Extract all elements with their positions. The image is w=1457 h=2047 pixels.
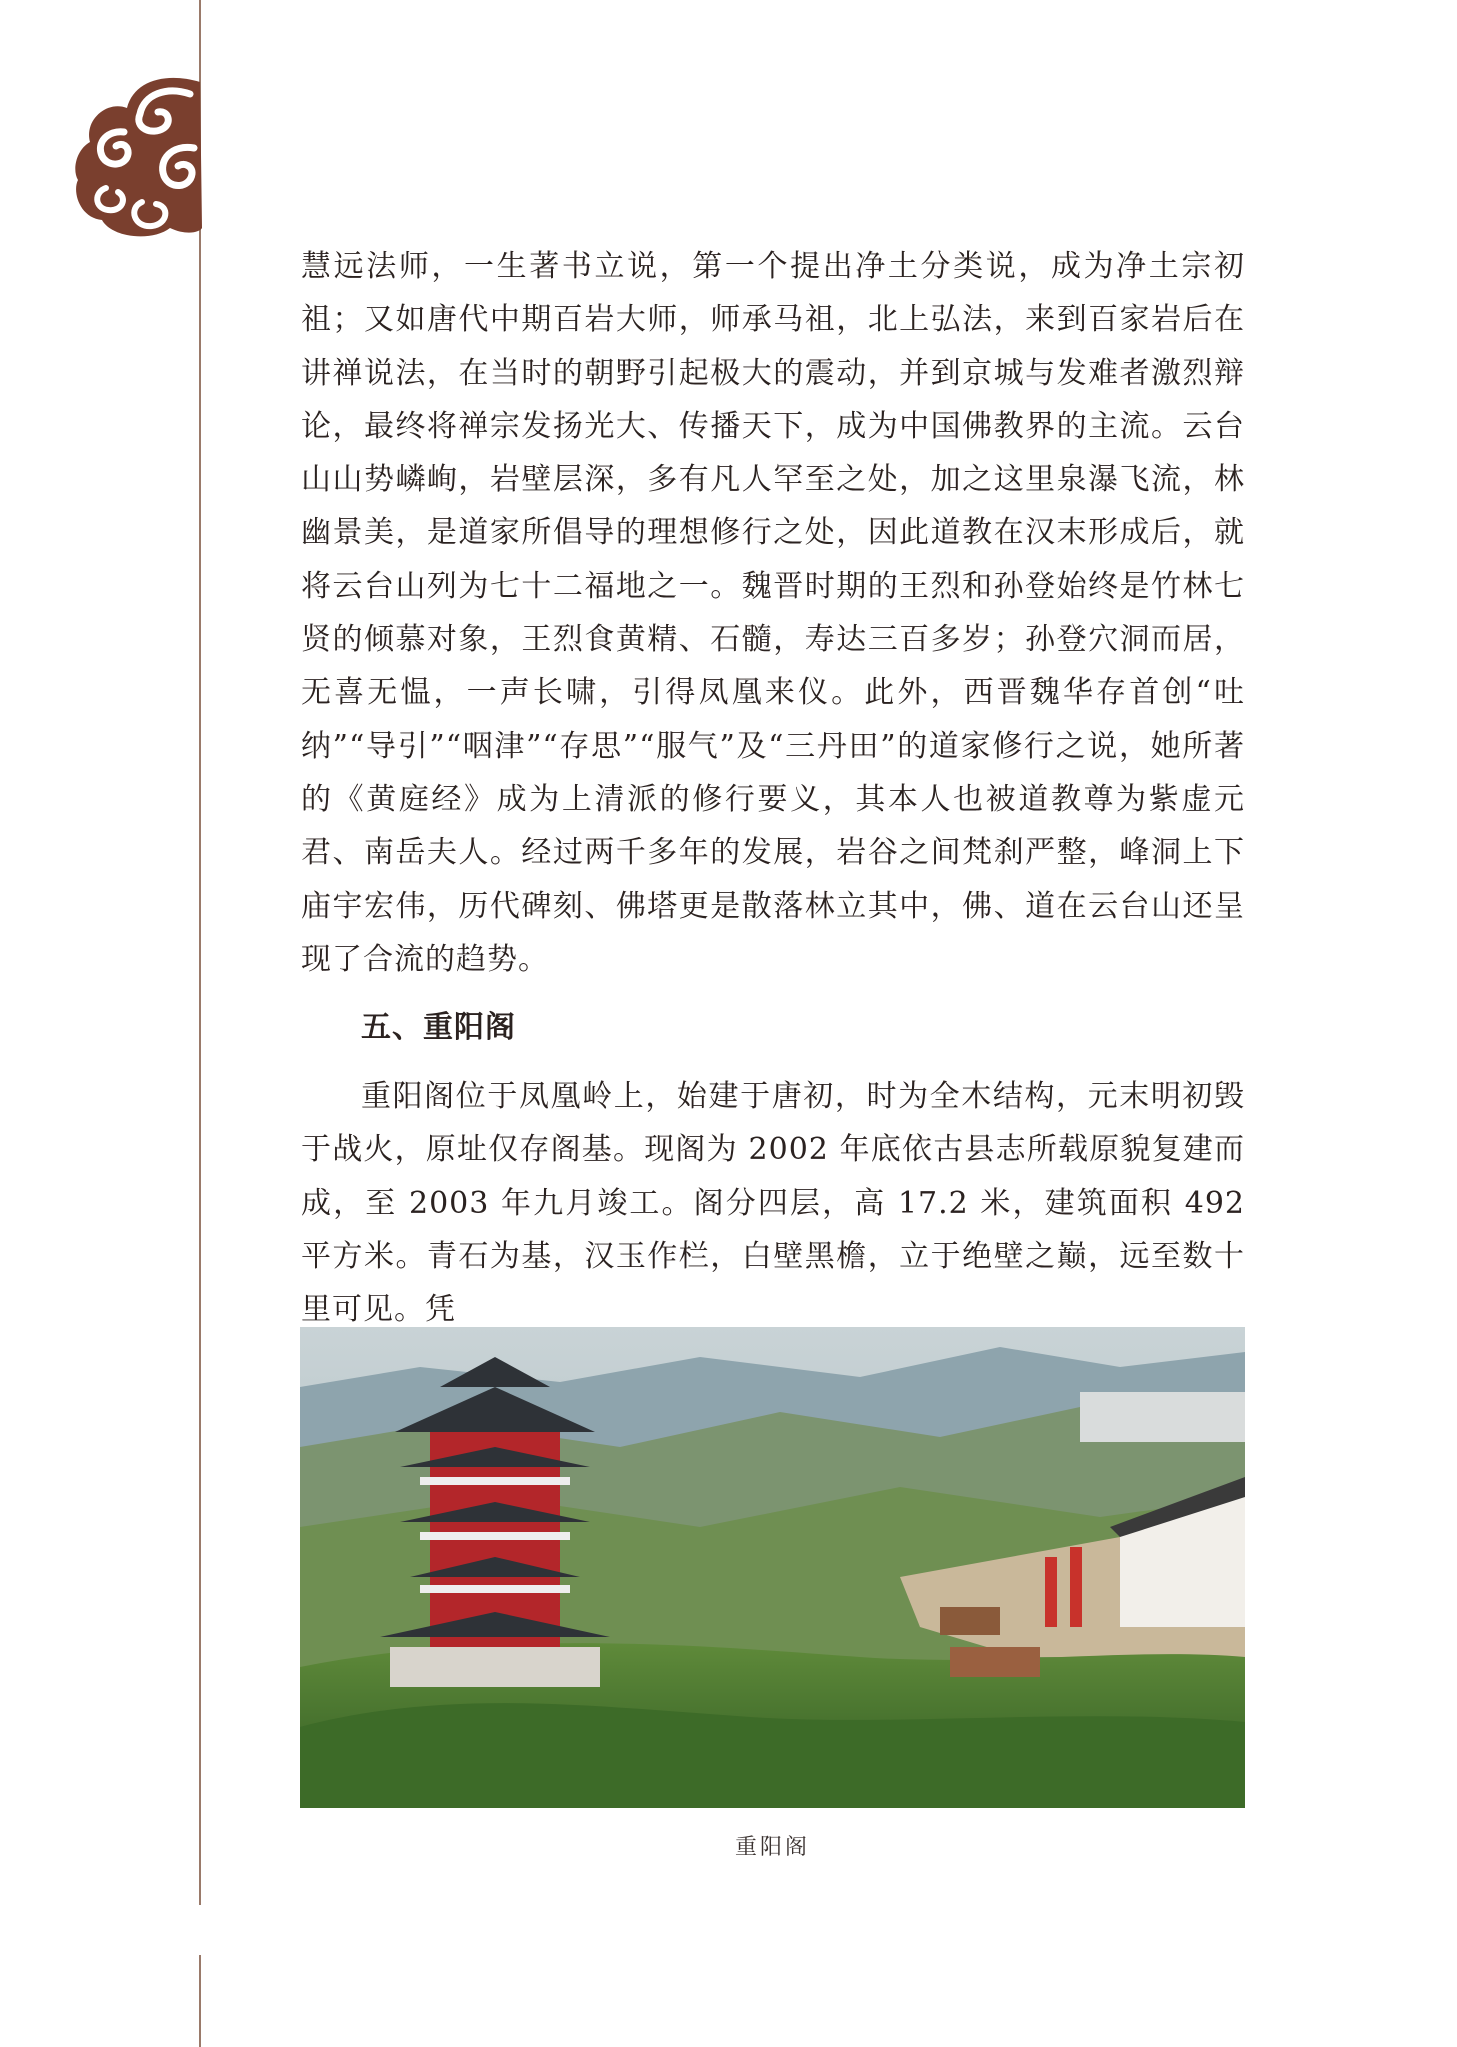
margin-rule-gap [196,1905,204,1955]
paragraph-chongyang: 重阳阁位于凤凰岭上，始建于唐初，时为全木结构，元末明初毁于战火，原址仅存阁基。现阁为 2002 年底依古县志所载原貌复建而成，至 2003 年九月竣工。阁分四层，高 17.2 米，建筑面积 492 平方米。青石为基，汉玉作栏，白壁黑檐，立于绝壁之巅，远至数十里可见。凭 [301,1079,1245,1328]
cloud-ornament-icon [72,70,202,240]
body-content [301,240,1245,1337]
chongyang-pavilion-photo [300,1327,1245,1808]
section-heading: 五、重阳阁 [361,1010,516,1046]
margin-rule [199,0,201,2047]
paragraph-intro: 慧远法师，一生著书立说，第一个提出净土分类说，成为净土宗初祖；又如唐代中期百岩大师，师承马祖，北上弘法，来到百家岩后在讲禅说法，在当时的朝野引起极大的震动，并到京城与发难者激烈辩论，最终将禅宗发扬光大、传播天下，成为中国佛教界的主流。云台山山势嶙峋，岩壁层深，多有凡人罕至之处，加之这里泉瀑飞流，林幽景美，是道家所倡导的理想修行之处，因此道教在汉末形成后，就将云台山列为七十二福地之一。魏晋时期的王烈和孙登始终是竹林七贤的倾慕对象，王烈食黄精、石髓，寿达三百多岁；孙登穴洞而居，无喜无愠，一声长啸，引得凤凰来仪。此外，西晋魏华存首创“吐纳”“导引”“咽津”“存思”“服气”及“三丹田”的道家修行之说，她所著的《黄庭经》成为上清派的修行要义，其本人也被道教尊为紫虚元君、南岳夫人。经过两千多年的发展，岩谷之间梵刹严整，峰洞上下庙宇宏伟，历代碑刻、佛塔更是散落林立其中，佛、道在云台山还呈现了合流的趋势。 [301,249,1245,977]
photo-caption: 重阳阁 [734,1835,810,1860]
